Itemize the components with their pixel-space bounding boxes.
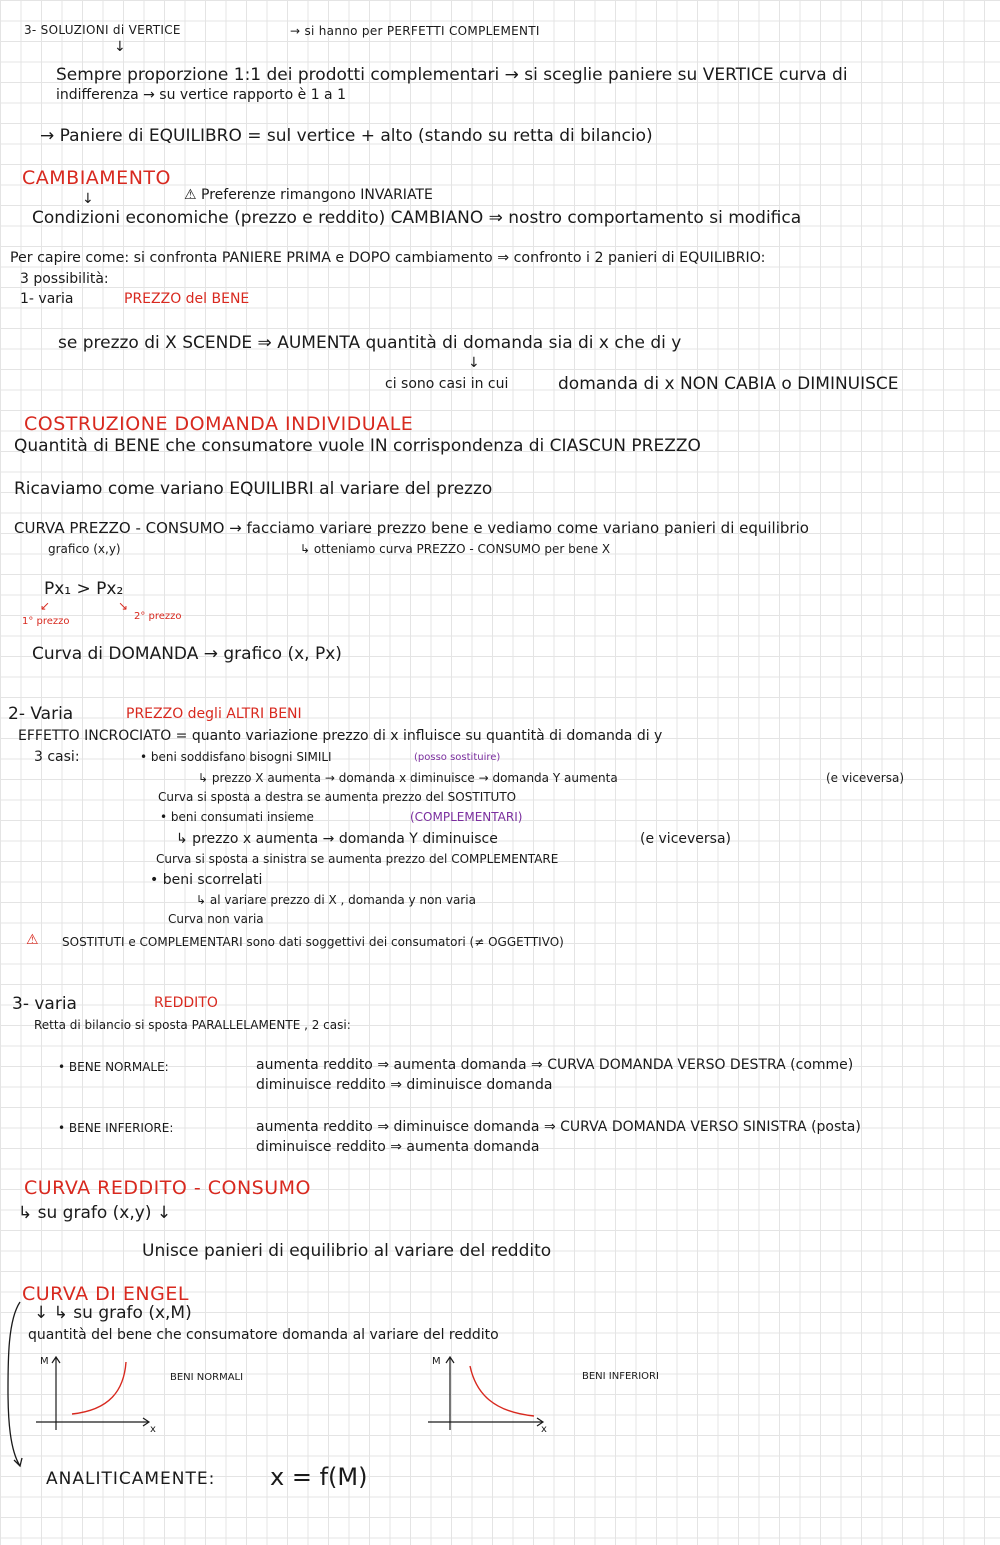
- line-unisce-panieri: Unisce panieri di equilibrio al variare del reddito: [142, 1241, 552, 1261]
- line-ricaviamo: Ricaviamo come variano EQUILIBRI al variare del prezzo: [14, 479, 493, 499]
- label-secondo-prezzo: 2° prezzo: [134, 611, 182, 622]
- line-inferiore-aumenta: aumenta reddito ⇒ diminuisce domanda ⇒ CURVA DOMANDA VERSO SINISTRA (posta): [256, 1119, 861, 1135]
- line-effetto-incrociato: EFFETTO INCROCIATO = quanto variazione prezzo di x influisce su quantità di domanda di y: [18, 728, 663, 744]
- line-domanda-non-cambia: domanda di x NON CABIA o DIMINUISCE: [558, 374, 899, 394]
- label-beni-inferiori: BENI INFERIORI: [582, 1371, 659, 1382]
- title-curva-di-engel: CURVA DI ENGEL: [22, 1283, 189, 1305]
- line-curva-non-varia: Curva non varia: [168, 912, 264, 926]
- line-2-varia: 2- Varia: [8, 704, 74, 724]
- line-su-grafo-xy: ↳ su grafo (x,y) ↓: [18, 1203, 172, 1223]
- line-ci-sono-casi: ci sono casi in cui: [385, 376, 509, 392]
- bracket-line: [6, 1300, 26, 1470]
- line-indifferenza: indifferenza → su vertice rapporto è 1 a 1: [56, 87, 346, 103]
- label-bene-inferiore: • BENE INFERIORE:: [58, 1121, 174, 1135]
- line-sempre-proporzione: Sempre proporzione 1:1 dei prodotti complementari → si sceglie paniere su VERTICE curva di: [56, 65, 848, 85]
- label-reddito: REDDITO: [154, 995, 218, 1011]
- line-curva-prezzo-consumo: CURVA PREZZO - CONSUMO → facciamo variare prezzo bene e vediamo come variano panieri di equilibrio: [14, 519, 809, 537]
- down-arrow-icon: ↓: [114, 39, 126, 55]
- label-bene-normale: • BENE NORMALE:: [58, 1060, 169, 1074]
- axis-label-m: M: [432, 1356, 441, 1367]
- label-viceversa-2: (e viceversa): [640, 831, 731, 847]
- line-otteniamo-curva: ↳ otteniamo curva PREZZO - CONSUMO per bene X: [300, 542, 611, 556]
- arrow-icon: ↙: [40, 599, 51, 613]
- line-beni-simili: • beni soddisfano bisogni SIMILI: [140, 750, 332, 764]
- line-beni-scorrelati: • beni scorrelati: [150, 872, 263, 888]
- line-quantita-di-bene: Quantità di BENE che consumatore vuole IN corrispondenza di CIASCUN PREZZO: [14, 436, 701, 456]
- line-se-prezzo-scende: se prezzo di X SCENDE ⇒ AUMENTA quantità di domanda sia di x che di y: [58, 333, 682, 353]
- line-normale-diminuisce: diminuisce reddito ⇒ diminuisce domanda: [256, 1077, 553, 1093]
- down-arrow-icon: ↓: [468, 355, 480, 371]
- line-normale-aumenta: aumenta reddito ⇒ aumenta domanda ⇒ CURVA DOMANDA VERSO DESTRA (comme): [256, 1057, 854, 1073]
- line-domanda-y-diminuisce: ↳ prezzo x aumenta → domanda Y diminuisce: [176, 831, 498, 847]
- warning-icon: ⚠: [26, 932, 39, 948]
- axis-label-m: M: [40, 1356, 49, 1367]
- line-preferenze-invariate: ⚠ Preferenze rimangono INVARIATE: [184, 187, 433, 203]
- label-px1-px2: Px₁ > Px₂: [44, 579, 124, 599]
- axis-label-x: x: [150, 1424, 156, 1435]
- label-complementari: (COMPLEMENTARI): [410, 810, 523, 824]
- engel-graph-normali: [30, 1350, 160, 1440]
- down-arrow-icon: ↓: [82, 191, 94, 207]
- line-domanda-y-non-varia: ↳ al variare prezzo di X , domanda y non varia: [196, 893, 476, 907]
- line-curva-di-domanda: Curva di DOMANDA → grafico (x, Px): [32, 644, 342, 664]
- line-curva-destra-sostituto: Curva si sposta a destra se aumenta prezzo del SOSTITUTO: [158, 790, 517, 804]
- title-curva-reddito-consumo: CURVA REDDITO - CONSUMO: [24, 1177, 311, 1199]
- label-prezzo-altri-beni: PREZZO degli ALTRI BENI: [126, 706, 302, 722]
- axis-label-x: x: [541, 1424, 547, 1435]
- line-soluzioni-vertice: 3- SOLUZIONI di VERTICE: [24, 23, 181, 37]
- label-analiticamente: ANALITICAMENTE:: [46, 1469, 216, 1489]
- line-retta-bilancio: Retta di bilancio si sposta PARALLELAMENTE , 2 casi:: [34, 1018, 351, 1032]
- label-posso-sostituire: (posso sostituire): [414, 752, 501, 763]
- line-per-capire-come: Per capire come: si confronta PANIERE PRIMA e DOPO cambiamento ⇒ confronto i 2 panieri di EQUILIBRIO:: [10, 250, 766, 266]
- line-3-varia: 3- varia: [12, 994, 77, 1014]
- formula-engel: x = f(M): [270, 1463, 368, 1491]
- line-3-possibilita: 3 possibilità:: [20, 271, 109, 287]
- line-inferiore-diminuisce: diminuisce reddito ⇒ aumenta domanda: [256, 1139, 540, 1155]
- line-prezzo-x-aumenta: ↳ prezzo X aumenta → domanda x diminuisce → domanda Y aumenta: [198, 771, 618, 785]
- label-beni-normali: BENI NORMALI: [170, 1372, 244, 1383]
- engel-graph-inferiori: [424, 1350, 554, 1440]
- line-sostituti-soggettivi: SOSTITUTI e COMPLEMENTARI sono dati soggettivi dei consumatori (≠ OGGETTIVO): [62, 935, 564, 949]
- title-cambiamento: CAMBIAMENTO: [22, 167, 171, 189]
- label-primo-prezzo: 1° prezzo: [22, 616, 70, 627]
- title-costruzione-domanda: COSTRUZIONE DOMANDA INDIVIDUALE: [24, 413, 414, 435]
- line-1-varia: 1- varia: [20, 291, 74, 307]
- label-3-casi: 3 casi:: [34, 749, 80, 765]
- line-grafico-xy: grafico (x,y): [48, 542, 121, 556]
- arrow-icon: ↘: [118, 599, 129, 613]
- line-perfetti-complementi: → si hanno per PERFETTI COMPLEMENTI: [290, 24, 540, 38]
- line-paniere-equilibrio: → Paniere di EQUILIBRO = sul vertice + alto (stando su retta di bilancio): [40, 126, 653, 146]
- label-prezzo-del-bene: PREZZO del BENE: [124, 291, 250, 307]
- line-condizioni-economiche: Condizioni economiche (prezzo e reddito) CAMBIANO ⇒ nostro comportamento si modifica: [32, 208, 802, 228]
- line-beni-insieme: • beni consumati insieme: [160, 810, 314, 824]
- line-quantita-del-bene: quantità del bene che consumatore domanda al variare del reddito: [28, 1327, 499, 1343]
- line-curva-sinistra-complementare: Curva si sposta a sinistra se aumenta prezzo del COMPLEMENTARE: [156, 852, 559, 866]
- line-su-grafo-xm: ↓ ↳ su grafo (x,M): [34, 1303, 192, 1323]
- label-viceversa-1: (e viceversa): [826, 771, 904, 785]
